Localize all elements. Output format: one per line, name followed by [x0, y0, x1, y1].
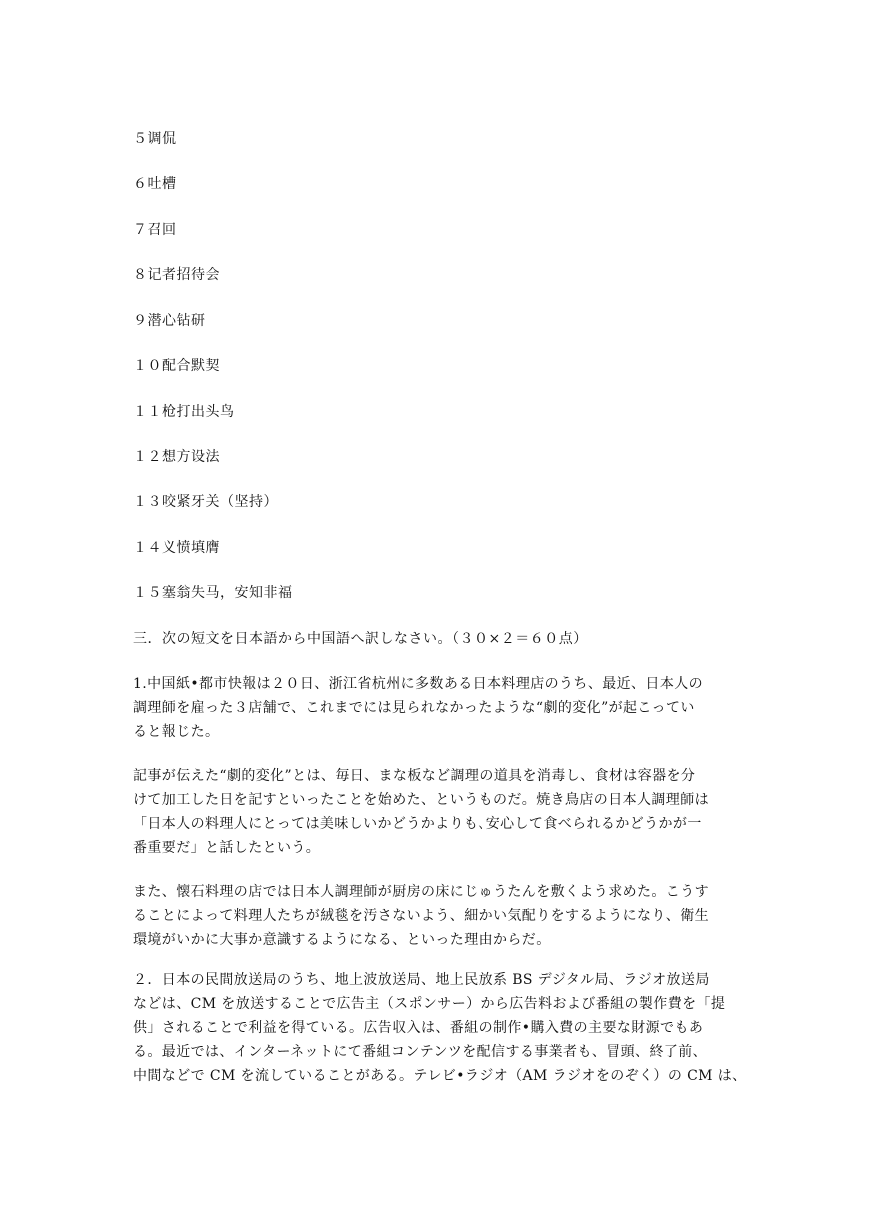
text-line: などは、CM を放送することで広告主（スポンサー）から広告料および番組の製作費を「提 — [133, 996, 726, 1012]
passage-2-paragraph — [133, 968, 747, 1088]
text-line: 供」されることで利益を得ている。広告収入は、番組の制作•購入費の主要な財源でもあ — [133, 1020, 704, 1036]
passage-1-paragraph-3 — [133, 880, 735, 952]
text-line: ２．日本の民間放送局のうち、地上波放送局、地上民放系 BS デジタル局、ラジオ放送局 — [133, 972, 710, 988]
text-line: る。最近では、インターネットにて番組コンテンツを配信する事業者も、冒頭、終了前、 — [133, 1044, 708, 1060]
text-line: 1.中国紙•都市快報は２０日、浙江省杭州に多数ある日本料理店のうち、最近、日本人の — [133, 676, 704, 692]
passage-1-paragraph-2 — [133, 764, 735, 860]
vocab-item-13: １３咬紧牙关（坚持） — [133, 494, 278, 510]
vocab-item-7: ７召回 — [133, 222, 177, 238]
text-line: 記事が伝えた“劇的変化”とは、毎日、まな板など調理の道具を消毒し、食材は容器を分 — [133, 768, 696, 784]
text-line: 環境がいかに大事か意識するようになる、といった理由からだ。 — [133, 932, 551, 948]
vocab-item-14: １４义愤填膺 — [133, 540, 220, 556]
vocab-item-10: １０配合默契 — [133, 358, 220, 374]
text-line: 中間などで CM を流していることがある。テレビ•ラジオ（AM ラジオをのぞく）の CM は、 — [133, 1068, 747, 1084]
text-line: けて加工した日を記すといったことを始めた、というものだ。焼き鳥店の日本人調理師は — [133, 792, 709, 808]
vocab-item-15: １５塞翁失马，安知非福 — [133, 585, 293, 601]
vocab-item-9: ９潜心钻研 — [133, 313, 206, 329]
vocab-item-8: ８记者招待会 — [133, 267, 220, 283]
vocab-item-11: １１枪打出头鸟 — [133, 404, 235, 420]
text-line: ると報じた。 — [133, 724, 220, 740]
vocab-item-6: ６吐槽 — [133, 176, 177, 192]
text-line: ることによって料理人たちが絨毯を汚さないよう、細かい気配りをするようになり、衛生 — [133, 908, 709, 924]
vocab-item-12: １２想方设法 — [133, 449, 220, 465]
text-line: 「日本人の料理人にとっては美味しいかどうかよりも､安心して食べられるかどうかが一 — [133, 816, 702, 832]
passage-1-paragraph-1 — [133, 672, 735, 744]
text-line: また、懐石料理の店では日本人調理師が厨房の床にじゅうたんを敷くよう求めた。こうす — [133, 884, 709, 900]
section-heading: 三．次の短文を日本語から中国語へ訳しなさい。（３０×２＝６０点） — [133, 631, 588, 647]
vocab-item-5: ５调侃 — [133, 131, 177, 147]
text-line: 番重要だ」と話したという。 — [133, 840, 321, 856]
text-line: 調理師を雇った３店舗で、これまでには見られなかったような“劇的変化”が起こってい — [133, 700, 695, 716]
